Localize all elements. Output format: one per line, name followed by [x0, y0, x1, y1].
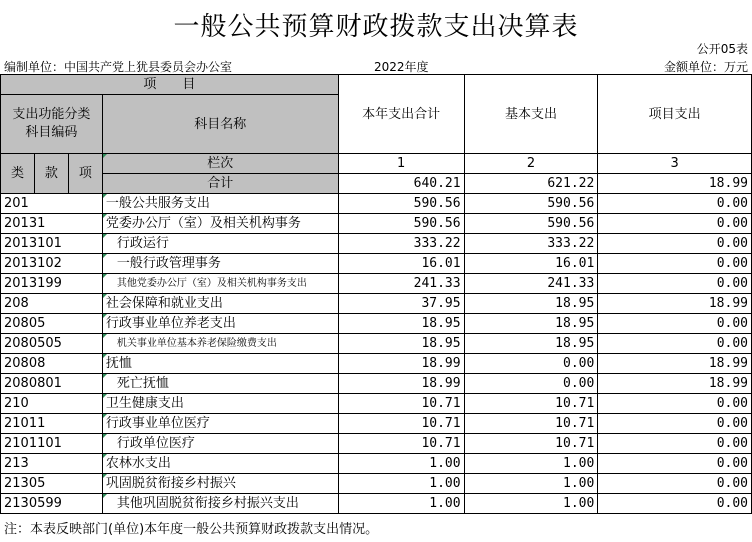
row-name: 死亡抚恤 — [102, 374, 338, 394]
report-title: 一般公共预算财政拨款支出决算表 — [173, 12, 579, 42]
header-col1: 1 — [338, 154, 464, 174]
header-total: 本年支出合计 — [338, 75, 464, 154]
total-sum: 640.21 — [338, 174, 464, 194]
row-code: 2013101 — [1, 234, 103, 254]
row-basic: 241.33 — [464, 274, 598, 294]
row-name: 其他巩固脱贫衔接乡村振兴支出 — [102, 494, 338, 514]
table-row — [1, 334, 752, 354]
money-unit: 金额单位：万元 — [663, 60, 748, 74]
row-code: 21305 — [1, 474, 103, 494]
table-row — [1, 314, 752, 334]
row-basic: 10.71 — [464, 394, 598, 414]
header-kuan: 款 — [34, 154, 68, 194]
row-code: 2080801 — [1, 374, 103, 394]
row-total: 37.95 — [338, 294, 464, 314]
row-project: 0.00 — [598, 494, 752, 514]
row-total: 16.01 — [338, 254, 464, 274]
row-basic: 18.95 — [464, 334, 598, 354]
row-name: 行政单位医疗 — [102, 434, 338, 454]
table-row — [1, 434, 752, 454]
header-column-label: 栏次 — [102, 154, 338, 174]
row-total: 1.00 — [338, 474, 464, 494]
table-row — [1, 474, 752, 494]
total-project: 18.99 — [598, 174, 752, 194]
table-row — [1, 254, 752, 274]
row-total: 18.99 — [338, 354, 464, 374]
row-name: 一般公共服务支出 — [102, 194, 338, 214]
table-row — [1, 234, 752, 254]
row-total: 18.95 — [338, 314, 464, 334]
header-func-code: 支出功能分类 科目编码 — [1, 95, 103, 154]
row-total: 10.71 — [338, 394, 464, 414]
row-basic: 333.22 — [464, 234, 598, 254]
row-code: 2013199 — [1, 274, 103, 294]
row-basic: 10.71 — [464, 414, 598, 434]
expenditure-table — [0, 74, 752, 514]
footnote: 注：本表反映部门(单位)本年度一般公共预算财政拨款支出情况。 — [4, 522, 379, 537]
row-project: 0.00 — [598, 394, 752, 414]
row-code: 20808 — [1, 354, 103, 374]
table-row — [1, 494, 752, 514]
header-project: 项目支出 — [598, 75, 752, 154]
row-name: 抚恤 — [102, 354, 338, 374]
table-row — [1, 454, 752, 474]
row-total: 333.22 — [338, 234, 464, 254]
report-year: 2022年度 — [374, 60, 429, 74]
row-total: 241.33 — [338, 274, 464, 294]
row-name: 其他党委办公厅（室）及相关机构事务支出 — [102, 274, 338, 294]
row-project: 0.00 — [598, 274, 752, 294]
row-code: 21011 — [1, 414, 103, 434]
row-code: 20805 — [1, 314, 103, 334]
row-project: 0.00 — [598, 454, 752, 474]
row-name: 行政事业单位医疗 — [102, 414, 338, 434]
header-subject-name: 科目名称 — [102, 95, 338, 154]
row-basic: 590.56 — [464, 194, 598, 214]
header-basic: 基本支出 — [464, 75, 598, 154]
row-name: 行政运行 — [102, 234, 338, 254]
report-meta — [4, 58, 748, 74]
row-total: 10.71 — [338, 434, 464, 454]
table-row — [1, 214, 752, 234]
row-project: 0.00 — [598, 434, 752, 454]
row-name: 农林水支出 — [102, 454, 338, 474]
total-basic: 621.22 — [464, 174, 598, 194]
table-row — [1, 354, 752, 374]
row-project: 0.00 — [598, 334, 752, 354]
row-basic: 1.00 — [464, 454, 598, 474]
table-row — [1, 194, 752, 214]
row-code: 213 — [1, 454, 103, 474]
total-label: 合计 — [102, 174, 338, 194]
row-total: 18.99 — [338, 374, 464, 394]
compiling-unit: 编制单位：中国共产党上犹县委员会办公室 — [4, 60, 233, 74]
row-code: 2101101 — [1, 434, 103, 454]
row-name: 机关事业单位基本养老保险缴费支出 — [102, 334, 338, 354]
header-lei: 类 — [1, 154, 35, 194]
row-code: 2013102 — [1, 254, 103, 274]
row-basic: 18.95 — [464, 294, 598, 314]
table-row — [1, 374, 752, 394]
row-code: 2080505 — [1, 334, 103, 354]
row-name: 社会保障和就业支出 — [102, 294, 338, 314]
header-col2: 2 — [464, 154, 598, 174]
row-name: 巩固脱贫衔接乡村振兴 — [102, 474, 338, 494]
row-name: 一般行政管理事务 — [102, 254, 338, 274]
header-xiang: 项 — [68, 154, 102, 194]
row-project: 18.99 — [598, 374, 752, 394]
row-basic: 16.01 — [464, 254, 598, 274]
row-total: 1.00 — [338, 494, 464, 514]
row-project: 0.00 — [598, 214, 752, 234]
row-project: 0.00 — [598, 314, 752, 334]
row-name: 党委办公厅（室）及相关机构事务 — [102, 214, 338, 234]
report-code: 公开05表 — [696, 42, 748, 56]
table-row — [1, 274, 752, 294]
row-project: 0.00 — [598, 194, 752, 214]
row-code: 2130599 — [1, 494, 103, 514]
row-basic: 1.00 — [464, 474, 598, 494]
row-total: 1.00 — [338, 454, 464, 474]
row-name: 行政事业单位养老支出 — [102, 314, 338, 334]
total-row — [1, 174, 752, 194]
row-code: 201 — [1, 194, 103, 214]
row-total: 18.95 — [338, 334, 464, 354]
row-project: 0.00 — [598, 234, 752, 254]
row-name: 卫生健康支出 — [102, 394, 338, 414]
table-row — [1, 394, 752, 414]
row-total: 590.56 — [338, 194, 464, 214]
row-basic: 0.00 — [464, 354, 598, 374]
row-total: 10.71 — [338, 414, 464, 434]
row-project: 18.99 — [598, 354, 752, 374]
row-basic: 0.00 — [464, 374, 598, 394]
row-basic: 18.95 — [464, 314, 598, 334]
header-col3: 3 — [598, 154, 752, 174]
row-basic: 10.71 — [464, 434, 598, 454]
row-project: 0.00 — [598, 414, 752, 434]
row-basic: 590.56 — [464, 214, 598, 234]
table-row — [1, 414, 752, 434]
row-code: 20131 — [1, 214, 103, 234]
row-project: 0.00 — [598, 254, 752, 274]
row-code: 210 — [1, 394, 103, 414]
row-basic: 1.00 — [464, 494, 598, 514]
table-row — [1, 294, 752, 314]
row-total: 590.56 — [338, 214, 464, 234]
row-code: 208 — [1, 294, 103, 314]
row-project: 0.00 — [598, 474, 752, 494]
header-item: 项 目 — [1, 75, 339, 95]
row-project: 18.99 — [598, 294, 752, 314]
